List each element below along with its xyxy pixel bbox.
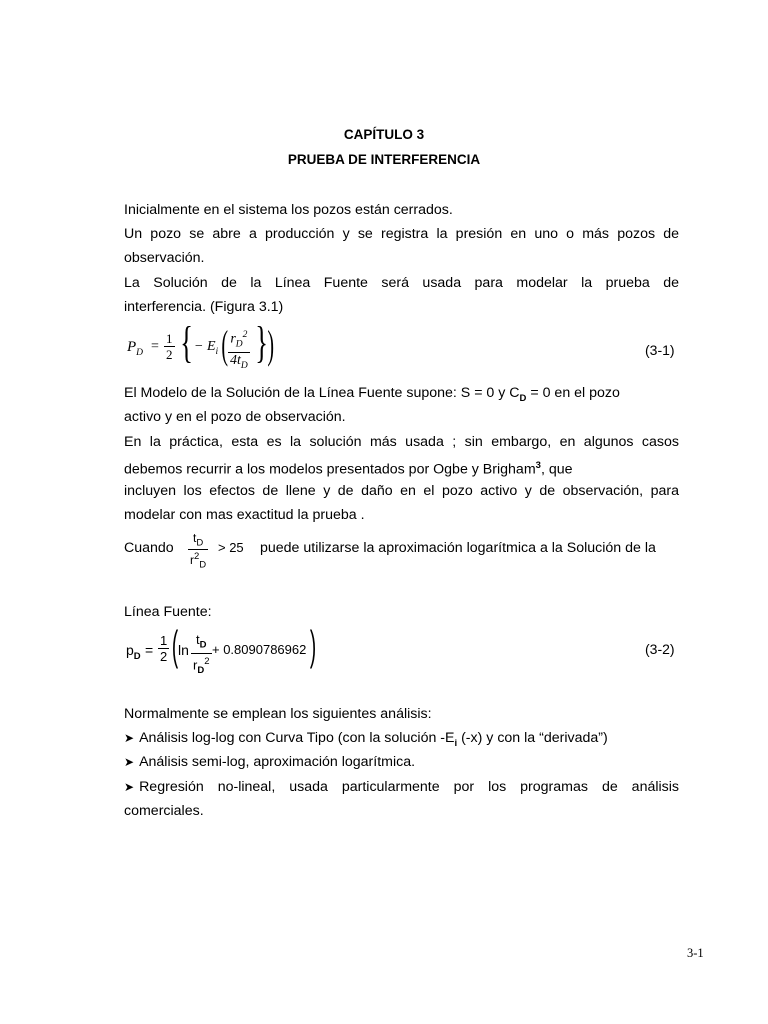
ln-operator: ln xyxy=(178,642,189,658)
list-item-continuation: comerciales. xyxy=(124,803,204,819)
fraction-td-rd2: $\frac{t_D}{r_D^2}$ xyxy=(193,632,210,676)
list-item: ➤ Análisis semi-log, aproximación logarítmica. xyxy=(124,754,416,770)
paragraph-intro xyxy=(124,198,679,223)
condition-line xyxy=(124,530,679,570)
paragraph-line: activo y en el pozo de observación. xyxy=(124,409,346,425)
right-paren-icon: ) xyxy=(309,622,317,669)
equation-lhs: $p_D$ xyxy=(126,642,141,662)
fraction-half: $\frac{1}{2}$ xyxy=(160,633,168,664)
arrow-bullet-icon: ➤ xyxy=(124,731,135,745)
paragraph-line: La Solución de la Línea Fuente será usada para modelar la prueba de xyxy=(124,275,679,291)
paragraph-line: Línea Fuente: xyxy=(124,604,212,620)
paragraph-line: Normalmente se emplean los siguientes análisis: xyxy=(124,706,432,722)
left-paren-icon: ( xyxy=(171,622,179,669)
paragraph-line: incluyen los efectos de llene y de daño en el pozo activo y de observación, para xyxy=(124,483,679,499)
paragraph-line: modelar con mas exactitud la prueba . xyxy=(124,507,365,523)
chapter-subtitle: PRUEBA DE INTERFERENCIA xyxy=(287,152,481,167)
fraction-half: $\frac{1}{2}$ xyxy=(166,331,173,362)
equation-3-2 xyxy=(124,622,679,676)
exponential-integral: − $E_i$ xyxy=(194,339,219,357)
equation-constant: + 0.8090786962 xyxy=(212,642,307,657)
equation-number: (3-2) xyxy=(645,641,675,657)
list-item: ➤ Regresión no-lineal, usada particularmente por los programas de análisis xyxy=(124,779,679,795)
condition-tail: puede utilizarse la aproximación logarítmica a la Solución de la xyxy=(260,540,656,556)
list-item: ➤ Análisis log-log con Curva Tipo (con la solución $-E_i$ (-x) y con la “derivada”) xyxy=(124,730,608,749)
condition-lead: Cuando xyxy=(124,540,174,556)
equals-sign: = xyxy=(145,642,154,658)
paragraph-line: observación. xyxy=(124,250,205,266)
left-brace-icon: { xyxy=(180,318,193,367)
right-paren-icon: ) xyxy=(267,322,274,367)
equation-number: (3-1) xyxy=(645,342,675,358)
arrow-bullet-icon: ➤ xyxy=(124,755,135,769)
page-number: 3-1 xyxy=(687,946,704,960)
left-paren-icon: ( xyxy=(221,322,228,367)
equation-3-1 xyxy=(124,318,679,372)
paragraph-line: Un pozo se abre a producción y se registra la presión en uno o más pozos de xyxy=(124,226,679,242)
paragraph-line: interferencia. (Figura 3.1) xyxy=(124,299,284,315)
arrow-bullet-icon: ➤ xyxy=(124,780,135,794)
right-brace-icon: } xyxy=(255,318,268,367)
paragraph-line: debemos recurrir a los modelos presentados por Ogbe y Brigham$^3$, que xyxy=(124,460,573,478)
paragraph-line: Inicialmente en el sistema los pozos están cerrados. xyxy=(124,202,453,218)
chapter-title: CAPÍTULO 3 xyxy=(343,127,425,142)
paragraph-line: El Modelo de la Solución de la Línea Fuente supone: S = 0 y $C_D = 0$ en el pozo xyxy=(124,385,620,404)
paragraph-line: En la práctica, esta es la solución más usada ; sin embargo, en algunos casos xyxy=(124,434,679,450)
condition-relation: > 25 xyxy=(218,540,244,555)
fraction-rd-4td: $\frac{r_D^2}{4t_D}$ xyxy=(230,330,248,372)
equals-sign: = xyxy=(151,339,159,354)
equation-lhs: $P_D$ xyxy=(127,339,144,358)
fraction-td-rd2: $\frac{t_D}{r^2_D}$ xyxy=(190,531,207,571)
